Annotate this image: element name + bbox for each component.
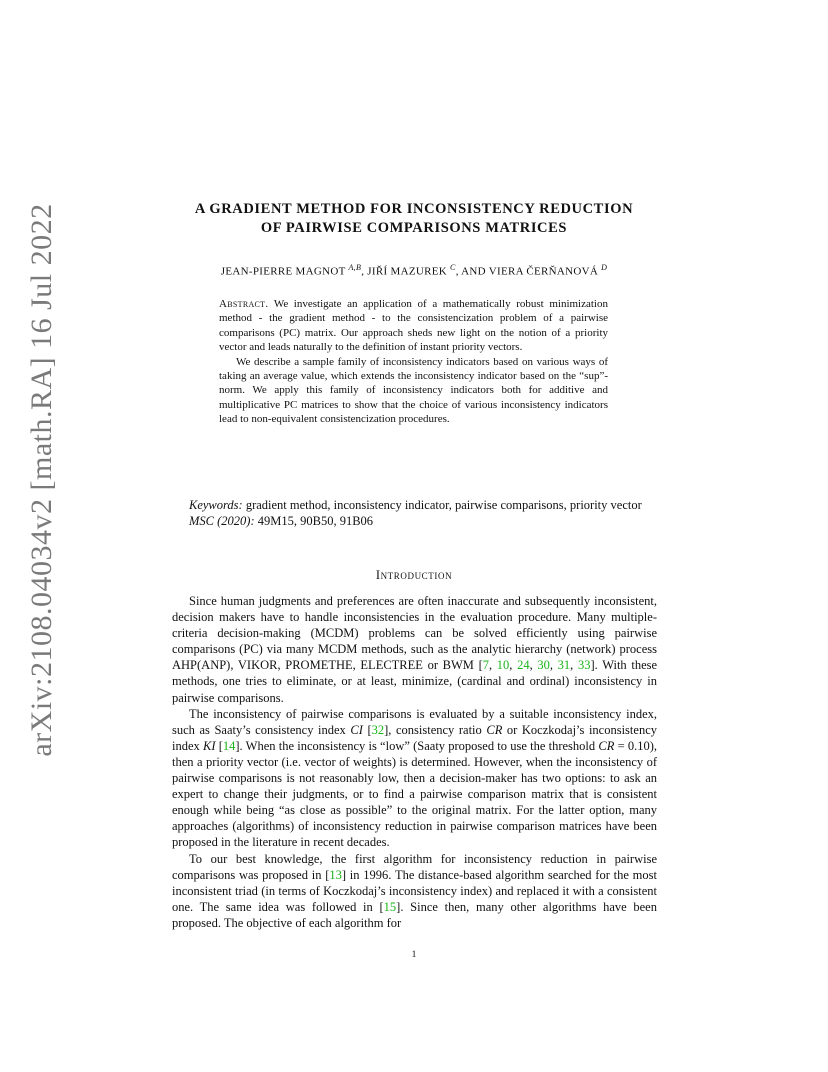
arxiv-identifier: arXiv:2108.04034v2 [math.RA] 16 Jul 2022 — [25, 203, 58, 757]
text-run: [ — [362, 722, 372, 737]
author-3: VIERA ČERŇANOVÁ — [488, 265, 599, 278]
author-2: JIŘÍ MAZUREK — [367, 265, 447, 278]
math-cr: CR — [486, 722, 503, 737]
citation-link[interactable]: 15 — [383, 899, 397, 914]
abstract-label: Abstract. — [219, 298, 269, 310]
author-list — [0, 263, 828, 278]
introduction-body — [172, 593, 657, 931]
citation-link[interactable]: 14 — [222, 738, 236, 753]
keywords-line — [172, 497, 657, 513]
arxiv-sidebar — [14, 203, 70, 757]
citation-link[interactable]: 13 — [329, 867, 342, 882]
text-run: ]. Since then, many other algorithms have been proposed. The objective of each algorithm for — [172, 899, 657, 930]
paper-title — [0, 200, 828, 238]
citation-link[interactable]: 10 — [496, 658, 510, 673]
keywords-text: gradient method, inconsistency indicator, pairwise comparisons, priority vector — [242, 498, 642, 512]
text-run: , — [488, 658, 497, 673]
author-3-affil: D — [601, 263, 608, 272]
title-line-2: OF PAIRWISE COMPARISONS MATRICES — [260, 220, 568, 236]
abstract-text-1: We investigate an application of a mathematically robust minimization method - the gradient method - to the consistencization problem of a pairwise comparisons (PC) matrix. Our approach sheds new light on the notion of a priority vector and leads naturally to the definition of instant priority vectors. — [219, 298, 608, 354]
text-run: ] in 1996. The distance-based algorithm searched for the most inconsistent triad (in terms of Koczkodaj’s inconsistency index) and replaced it with a consistent one. The same idea was followed in [ — [172, 867, 657, 914]
author-separator: , — [361, 265, 368, 278]
msc-label: MSC (2020): — [189, 514, 255, 528]
text-run: = 0.10), then a priority vector (i.e. vector of weights) is determined. However, when the inconsistency of pairwise comparisons is not reasonably low, then a decision-maker has two options: to ask an expert to change their judgments, or to find a pairwise comparison matrix that is consistent enough while being “as close as possible” to the original matrix. For the latter option, many approaches (algorithms) of inconsistency reduction in pairwise comparison matrices have been proposed in the literature in recent decades. — [172, 738, 657, 850]
author-1: JEAN-PIERRE MAGNOT — [220, 265, 346, 278]
text-run: or Koczkodaj’s inconsistency index — [172, 722, 657, 753]
abstract — [219, 297, 608, 427]
citation-link[interactable]: 31 — [557, 658, 571, 673]
text-run: , — [509, 658, 518, 673]
text-run: [ — [215, 738, 223, 753]
intro-paragraph-1 — [172, 593, 657, 706]
abstract-paragraph-1 — [219, 297, 608, 355]
math-ki: KI — [203, 738, 216, 753]
msc-text: 49M15, 90B50, 91B06 — [254, 514, 374, 528]
intro-paragraph-2 — [172, 706, 657, 851]
text-run: Since human judgments and preferences are often inaccurate and subsequently inconsistent, decision makers have to handle inconsistencies in the evaluation procedure. Many multiple-criteria decision-making (MCDM) problems can be solved efficiently using pairwise comparisons (PC) via many MCDM methods, such as the analytic hierarchy (network) process AHP(ANP), VIKOR, PROMETHE, ELECTREE or BWM [ — [172, 594, 657, 673]
citation-link[interactable]: 7 — [482, 658, 489, 673]
author-1-affil: A,B — [348, 263, 362, 272]
author-2-affil: C — [450, 263, 456, 272]
text-run: ], consistency ratio — [384, 722, 487, 737]
citation-link[interactable]: 32 — [371, 722, 385, 737]
text-run: The inconsistency of pairwise comparisons is evaluated by a suitable inconsistency index, such as Saaty’s consistency index — [172, 706, 657, 737]
math-ci: CI — [350, 722, 363, 737]
text-run: ]. When the inconsistency is “low” (Saaty proposed to use the threshold — [235, 738, 599, 753]
page-number: 1 — [411, 950, 417, 960]
title-line-1: A GRADIENT METHOD FOR INCONSISTENCY REDUCTION — [194, 201, 634, 217]
citation-link[interactable]: 24 — [517, 658, 530, 673]
author-separator: , AND — [455, 265, 489, 278]
section-heading: Introduction — [375, 568, 453, 582]
abstract-paragraph-2: We describe a sample family of inconsistency indicators based on various ways of taking an average value, which extends the inconsistency indicator based on the “sup”- norm. We apply this family of inconsistency indicators both for additive and multiplicative PC matrices to show that the choice of various inconsistency indicators lead to non-equivalent consistencization procedures. — [219, 355, 608, 426]
text-run: , — [549, 658, 558, 673]
text-run: To our best knowledge, the first algorithm for inconsistency reduction in pairwise comparisons was proposed in [ — [172, 851, 657, 882]
text-run: , — [529, 658, 538, 673]
text-run: , — [570, 658, 578, 673]
keywords-label: Keywords: — [189, 498, 243, 512]
text-run: ]. With these methods, one tries to eliminate, or at least, minimize, (cardinal and ordinal) inconsistency in pairwise comparisons. — [172, 658, 658, 705]
keywords-block — [172, 497, 657, 529]
msc-line — [172, 513, 657, 529]
math-cr: CR — [598, 738, 615, 753]
citation-link[interactable]: 33 — [577, 658, 591, 673]
intro-paragraph-3 — [172, 851, 657, 931]
citation-link[interactable]: 30 — [537, 658, 550, 673]
